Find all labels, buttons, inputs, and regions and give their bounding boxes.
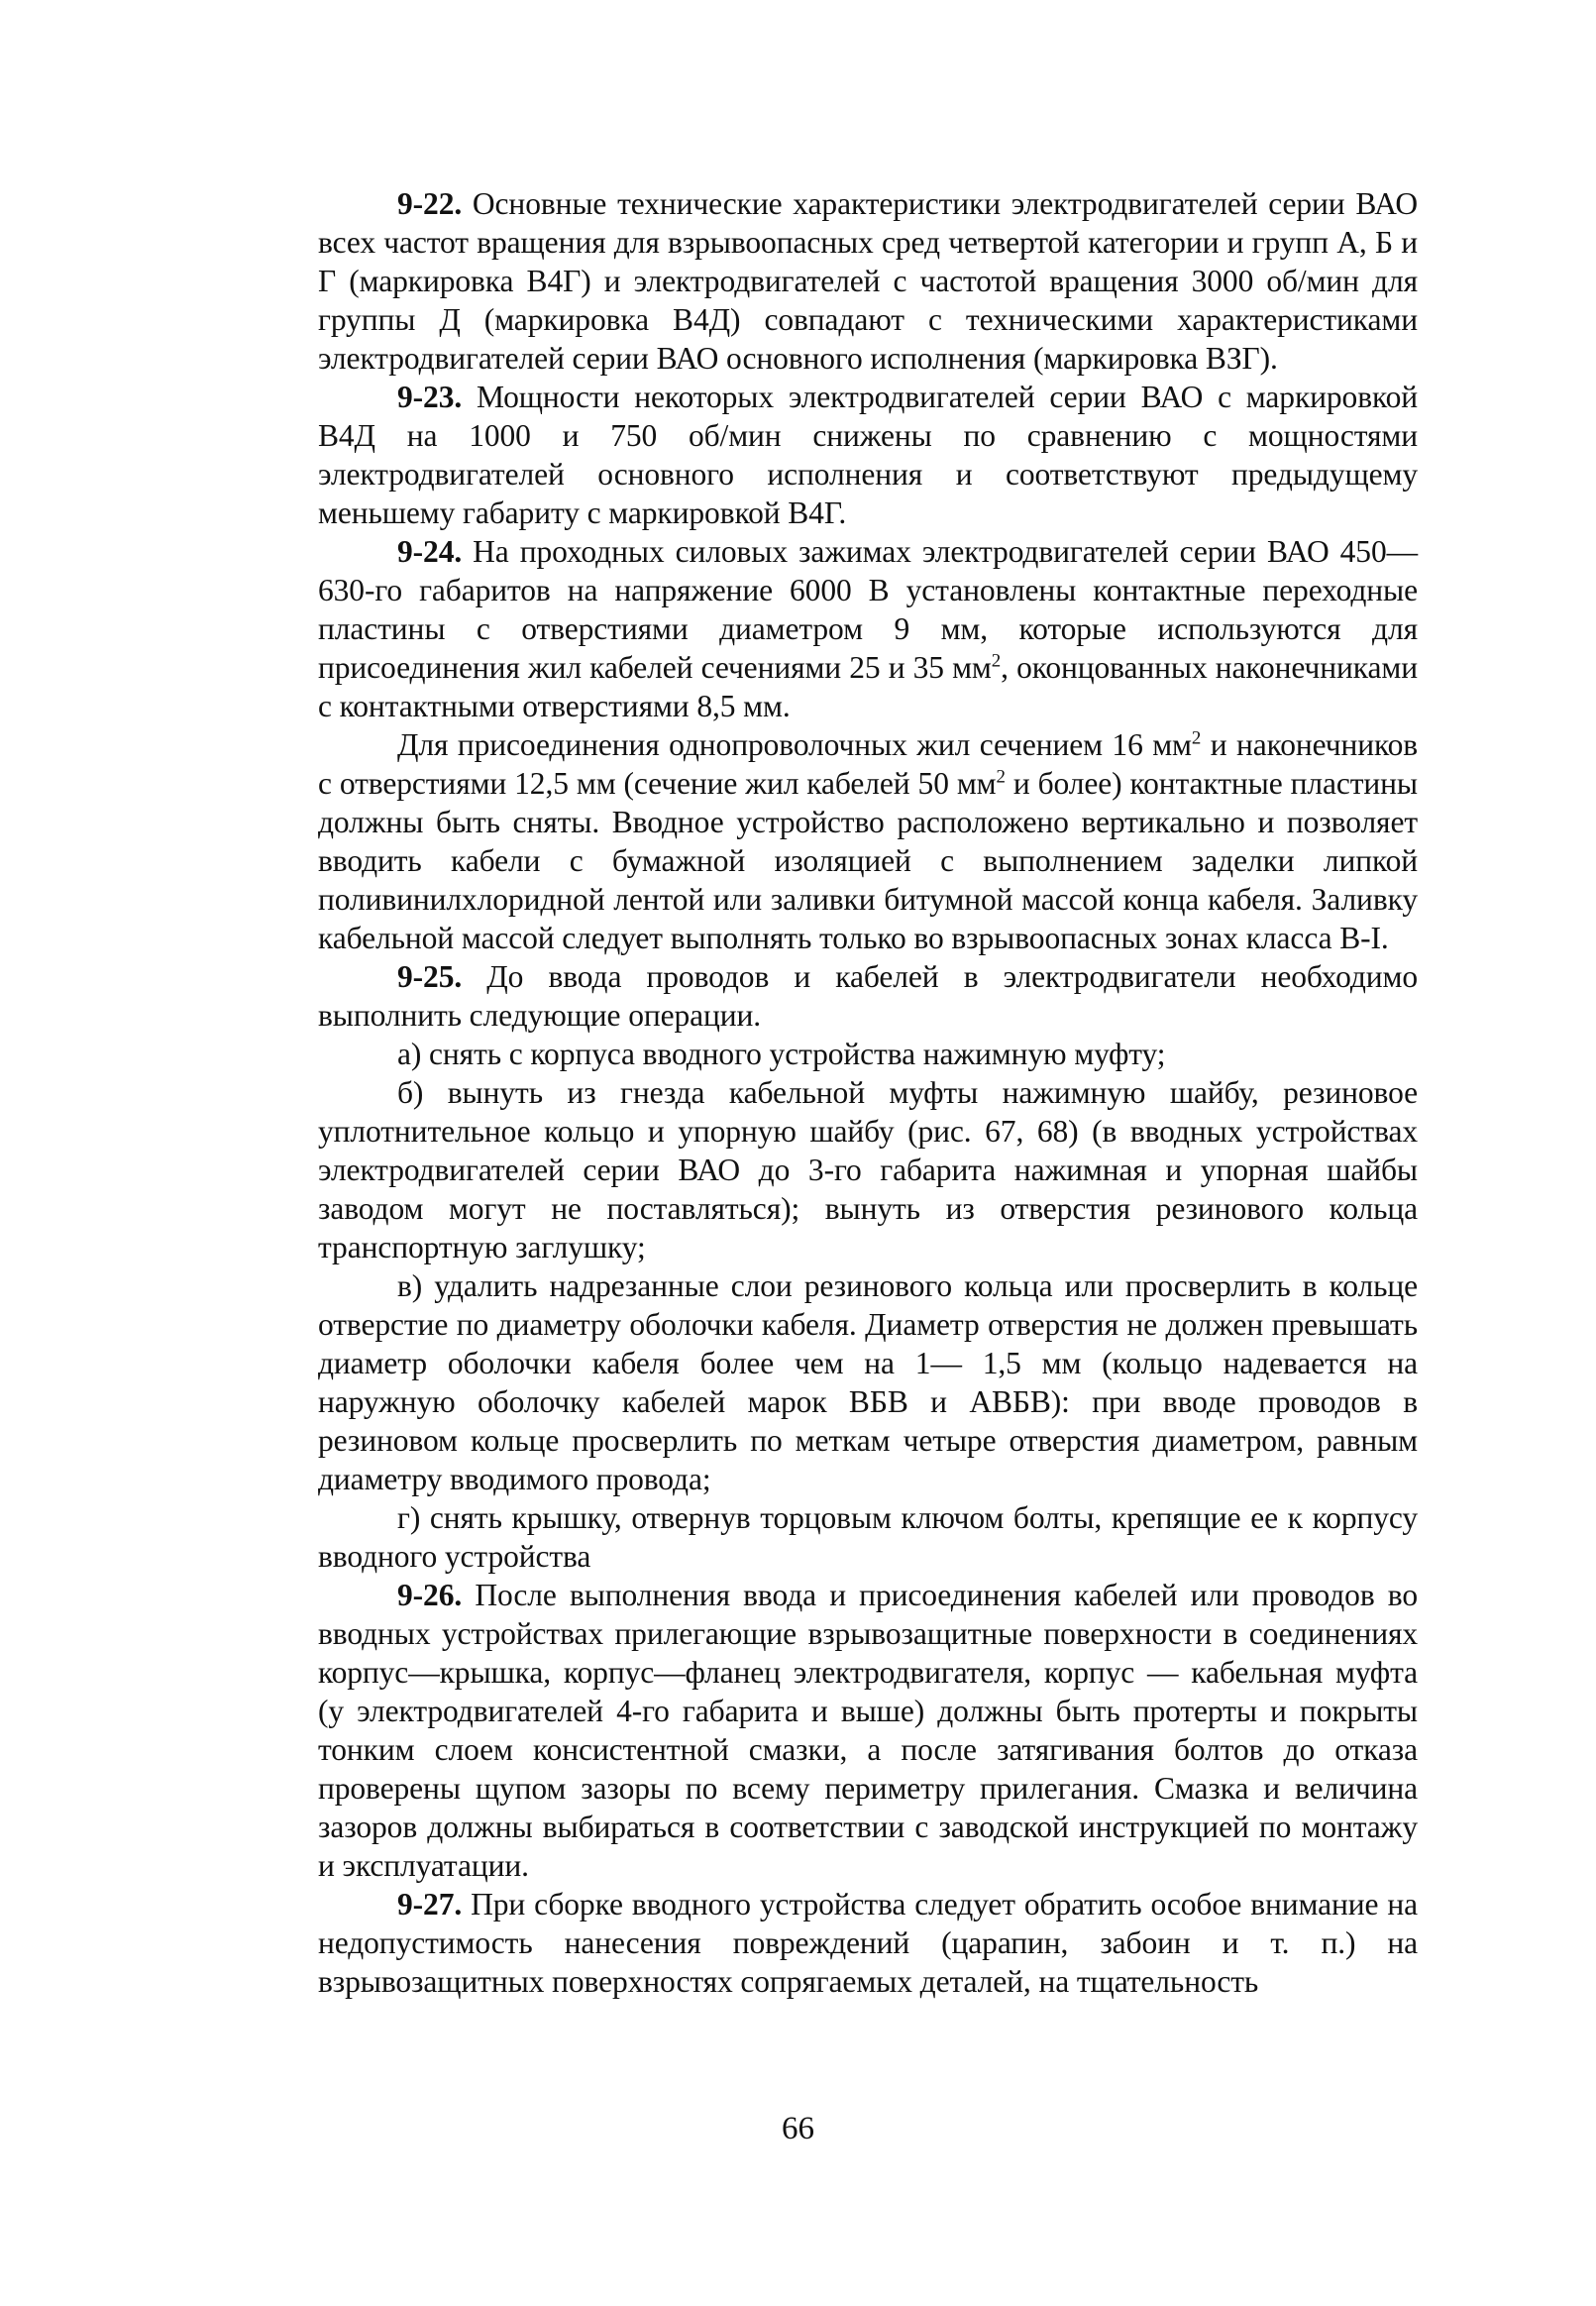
- list-item-g: [318, 1498, 1418, 1576]
- paragraph-text: б) вынуть из гнезда кабельной муфты нажимную шайбу, резиновое уплотнительное кольцо и упорную шайбу (рис. 67, 68) (в вводных устройствах электродвигателей серии ВАО до 3-го габарита нажимная и упорная шайбы заводом могут не поставляться); вынуть из отверстия резинового кольца транспортную заглушку;: [318, 1075, 1418, 1264]
- paragraph-9-27: [318, 1885, 1418, 2001]
- section-number: 9-26.: [397, 1578, 463, 1612]
- page-body: [318, 184, 1418, 2001]
- paragraph-9-23: [318, 378, 1418, 532]
- list-item-v: [318, 1266, 1418, 1498]
- section-number: 9-22.: [397, 186, 463, 221]
- paragraph-text: На проходных силовых зажимах электродвигателей серии ВАО 450—630-го габаритов на напряжение 6000 В установлены контактные переходные пластины с отверстиями диаметром 9 мм, которые используются для присоединения жил кабелей сечениями 25 и 35 мм: [318, 534, 1418, 685]
- paragraph-text: а) снять с корпуса вводного устройства нажимную муфту;: [397, 1037, 1166, 1071]
- paragraph-text: Основные технические характеристики электродвигателей серии ВАО всех частот вращения для взрывоопасных сред четвертой категории и групп А, Б и Г (маркировка В4Г) и электродвигателей с частотой вращения 3000 об/мин для группы Д (маркировка В4Д) совпадают с техническими характеристиками электродвигателей серии ВАО основного исполнения (маркировка ВЗГ).: [318, 186, 1418, 376]
- page-number: 66: [782, 2111, 814, 2146]
- paragraph-text: в) удалить надрезанные слои резинового кольца или просверлить в кольце отверстие по диаметру оболочки кабеля. Диаметр отверстия не должен превышать диаметр оболочки кабеля более чем на 1— 1,5 мм (кольцо надевается на наружную оболочку кабелей марок ВБВ и АВБВ): при вводе проводов в резиновом кольце просверлить по меткам четыре отверстия диаметром, равным диаметру вводимого провода;: [318, 1268, 1418, 1496]
- section-number: 9-23.: [397, 380, 463, 414]
- paragraph-text: и наконечников с отверстиями 12,5 мм (сечение жил кабелей 50 мм: [318, 727, 1419, 801]
- section-number: 9-24.: [397, 534, 463, 569]
- paragraph-text: Для присоединения однопроволочных жил сечением 16 мм: [397, 727, 1192, 762]
- section-number: 9-25.: [397, 959, 463, 994]
- paragraph-text: При сборке вводного устройства следует обратить особое внимание на недопустимость нанесения повреждений (царапин, забоин и т. п.) на взрывозащитных поверхностях сопрягаемых деталей, на тщательность: [318, 1887, 1418, 1999]
- list-item-a: [318, 1035, 1418, 1073]
- paragraph-text: , оконцованных наконечниками с контактными отверстиями 8,5 мм.: [318, 650, 1418, 723]
- paragraph-text: До ввода проводов и кабелей в электродвигатели необходимо выполнить следующие операции.: [318, 959, 1418, 1033]
- paragraph-9-22: [318, 184, 1418, 378]
- paragraph-9-26: [318, 1576, 1418, 1885]
- paragraph-9-24: [318, 532, 1418, 725]
- paragraph-text: После выполнения ввода и присоединения кабелей или проводов во вводных устройствах прилегающие взрывозащитные поверхности в соединениях корпус—крышка, корпус—фланец электродвигателя, корпус — кабельная муфта (у электродвигателей 4-го габарита и выше) должны быть протерты и покрыты тонким слоем консистентной смазки, а после затягивания болтов до отказа проверены щупом зазоры по всему периметру прилегания. Смазка и величина зазоров должны выбираться в соответствии с заводской инструкцией по монтажу и эксплуатации.: [318, 1578, 1418, 1883]
- paragraph-connection-details: [318, 725, 1418, 957]
- paragraph-text: и более) контактные пластины должны быть сняты. Вводное устройство расположено вертикально и позволяет вводить кабели с бумажной изоляцией с выполнением заделки липкой поливинилхлоридной лентой или заливки битумной массой конца кабеля. Заливку кабельной массой следует выполнять только во взрывоопасных зонах класса В-I.: [318, 766, 1418, 955]
- section-number: 9-27.: [397, 1887, 463, 1922]
- paragraph-9-25: [318, 957, 1418, 1035]
- superscript: 2: [996, 766, 1006, 788]
- superscript: 2: [991, 650, 1002, 672]
- paragraph-text: г) снять крышку, отвернув торцовым ключом болты, крепящие ее к корпусу вводного устройства: [318, 1500, 1418, 1574]
- paragraph-text: Мощности некоторых электродвигателей серии ВАО с маркировкой В4Д на 1000 и 750 об/мин снижены по сравнению с мощностями электродвигателей основного исполнения и соответствуют предыдущему меньшему габариту с маркировкой В4Г.: [318, 380, 1418, 530]
- superscript: 2: [1191, 727, 1202, 749]
- list-item-b: [318, 1073, 1418, 1266]
